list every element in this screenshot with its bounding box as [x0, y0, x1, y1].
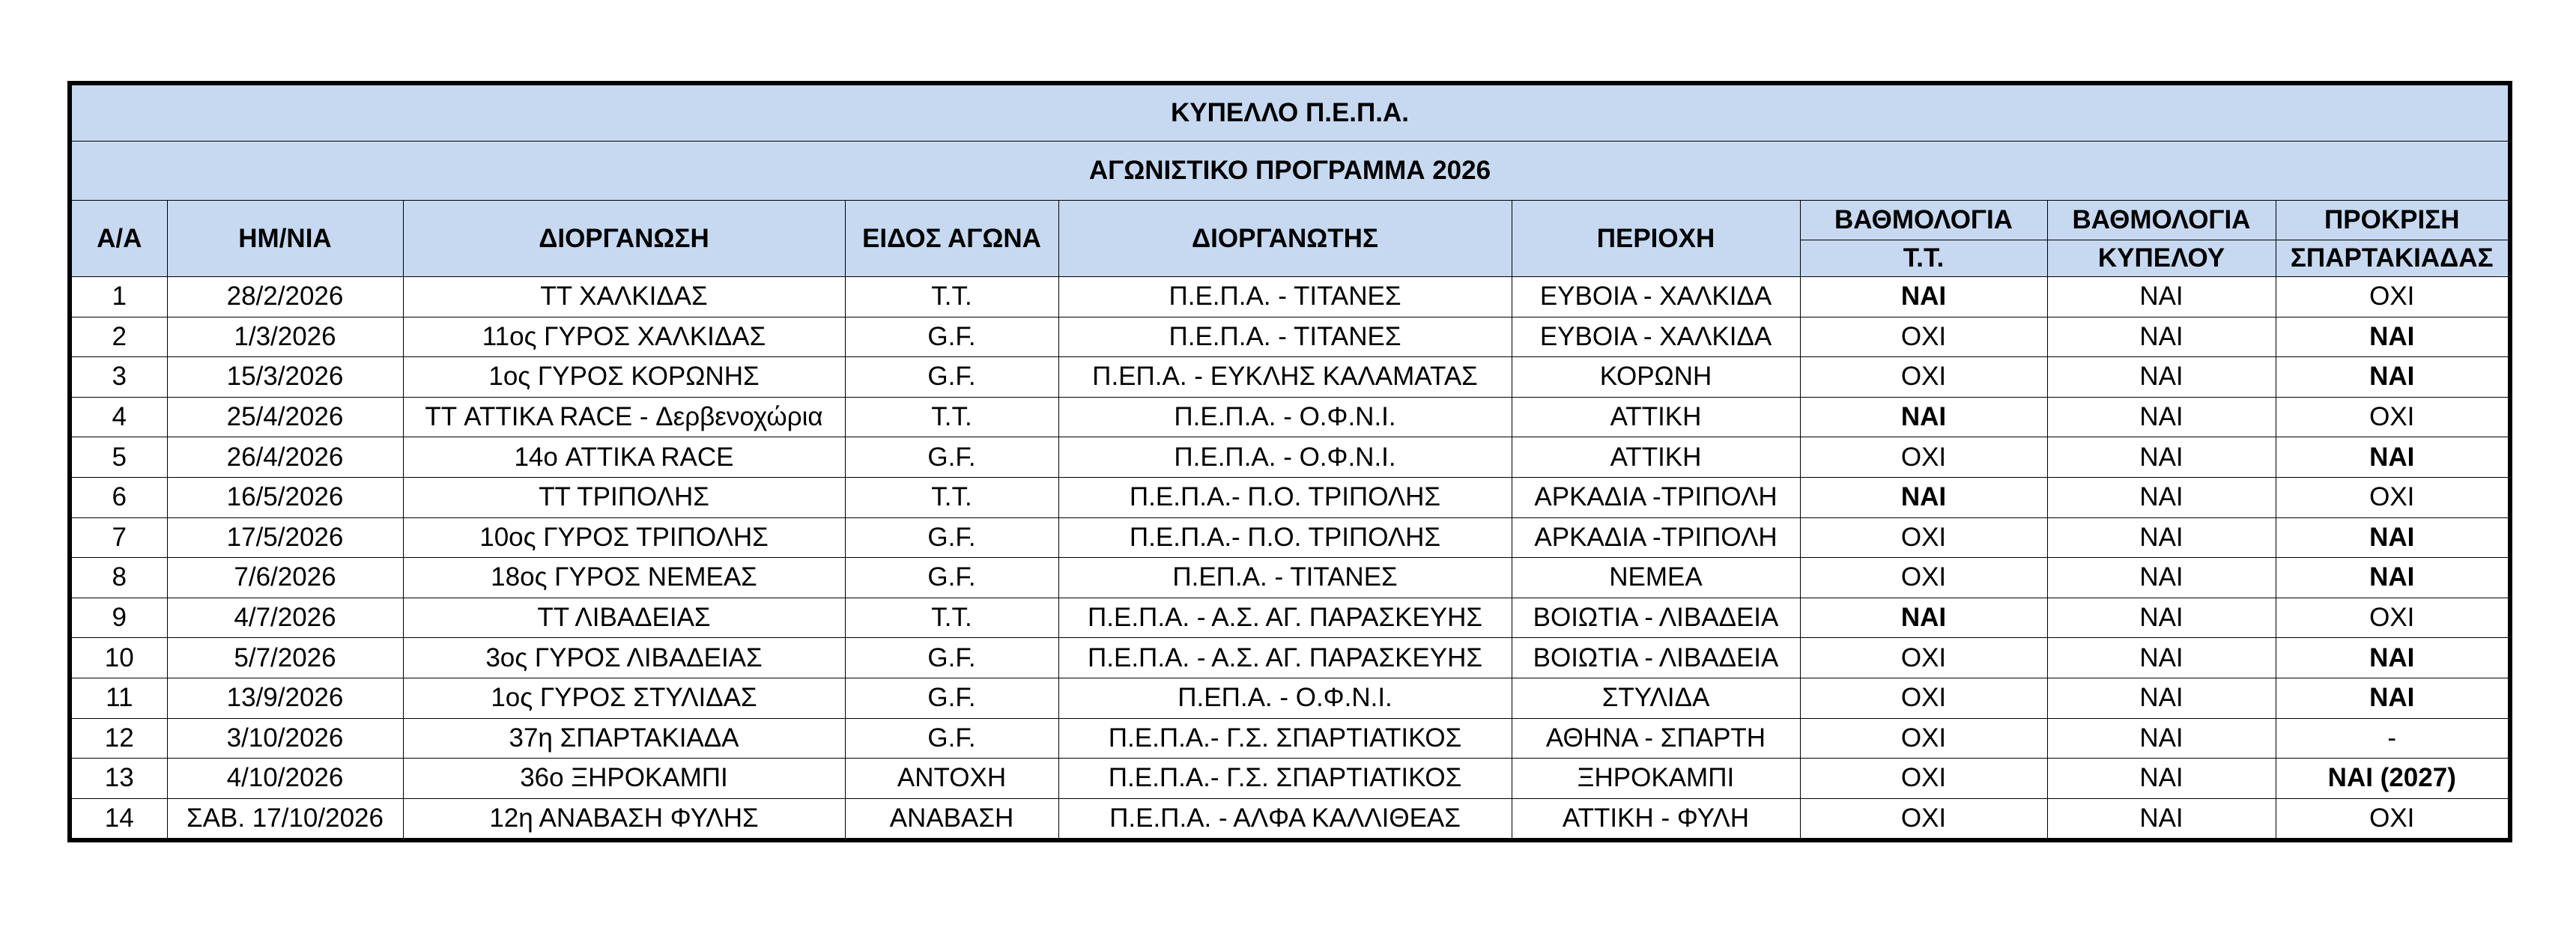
cell-qual: ΝΑΙ [2276, 517, 2510, 558]
schedule-table [67, 81, 2512, 842]
cell-type: G.F. [845, 638, 1058, 678]
cell-aa: 3 [70, 357, 167, 398]
cell-qual: ΟΧΙ [2276, 277, 2510, 317]
cell-qual: ΝΑΙ [2276, 317, 2510, 357]
cell-region: ΣΤΥΛΙΔΑ [1512, 678, 1800, 718]
table-row [70, 317, 2510, 357]
cell-type: G.F. [845, 317, 1058, 357]
cell-region: ΑΘΗΝΑ - ΣΠΑΡΤΗ [1512, 718, 1800, 759]
cell-cup: ΝΑΙ [2047, 558, 2276, 598]
cell-event: 11ος ΓΥΡΟΣ ΧΑΛΚΙΔΑΣ [403, 317, 845, 357]
cell-date: ΣΑΒ. 17/10/2026 [167, 798, 403, 840]
cell-tt: ΟΧΙ [1800, 517, 2047, 558]
table-title: ΚΥΠΕΛΛΟ Π.Ε.Π.Α. [70, 83, 2510, 142]
cell-organizer: Π.ΕΠ.Α. - Ο.Φ.Ν.Ι. [1058, 678, 1512, 718]
cell-aa: 4 [70, 397, 167, 437]
header-cup-top: ΒΑΘΜΟΛΟΓΙΑ [2047, 201, 2276, 240]
cell-date: 25/4/2026 [167, 397, 403, 437]
table-row [70, 517, 2510, 558]
cell-region: ΑΡΚΑΔΙΑ -ΤΡΙΠΟΛΗ [1512, 477, 1800, 517]
cell-region: ΝΕΜΕΑ [1512, 558, 1800, 598]
cell-qual: ΟΧΙ [2276, 798, 2510, 840]
cell-aa: 11 [70, 678, 167, 718]
cell-type: G.F. [845, 517, 1058, 558]
cell-aa: 5 [70, 437, 167, 478]
cell-aa: 6 [70, 477, 167, 517]
cell-type: G.F. [845, 558, 1058, 598]
table-subtitle: ΑΓΩΝΙΣΤΙΚΟ ΠΡΟΓΡΑΜΜΑ 2026 [70, 142, 2510, 201]
cell-qual: - [2276, 718, 2510, 759]
cell-tt: ΝΑΙ [1800, 598, 2047, 638]
cell-region: ΚΟΡΩΝΗ [1512, 357, 1800, 398]
cell-organizer: Π.Ε.Π.Α.- Π.Ο. ΤΡΙΠΟΛΗΣ [1058, 477, 1512, 517]
cell-organizer: Π.ΕΠ.Α. - ΕΥΚΛΗΣ ΚΑΛΑΜΑΤΑΣ [1058, 357, 1512, 398]
table-row [70, 638, 2510, 678]
cell-qual: ΟΧΙ [2276, 397, 2510, 437]
cell-event: ΤΤ ATTIKA RACE - Δερβενοχώρια [403, 397, 845, 437]
cell-cup: ΝΑΙ [2047, 678, 2276, 718]
cell-tt: ΟΧΙ [1800, 317, 2047, 357]
cell-event: 12η ΑΝΑΒΑΣΗ ΦΥΛΗΣ [403, 798, 845, 840]
cell-organizer: Π.Ε.Π.Α.- Γ.Σ. ΣΠΑΡΤΙΑΤΙΚΟΣ [1058, 759, 1512, 799]
cell-aa: 12 [70, 718, 167, 759]
cell-organizer: Π.Ε.Π.Α. - ΑΛΦΑ ΚΑΛΛΙΘΕΑΣ [1058, 798, 1512, 840]
cell-aa: 1 [70, 277, 167, 317]
cell-tt: ΟΧΙ [1800, 638, 2047, 678]
cell-cup: ΝΑΙ [2047, 277, 2276, 317]
cell-date: 7/6/2026 [167, 558, 403, 598]
cell-event: 1ος ΓΥΡΟΣ ΚΟΡΩΝΗΣ [403, 357, 845, 398]
cell-type: Τ.Τ. [845, 277, 1058, 317]
header-aa: Α/Α [70, 201, 167, 277]
header-qual-top: ΠΡΟΚΡΙΣΗ [2276, 201, 2510, 240]
cell-tt: ΟΧΙ [1800, 357, 2047, 398]
cell-event: ΤΤ ΤΡΙΠΟΛΗΣ [403, 477, 845, 517]
cell-aa: 10 [70, 638, 167, 678]
cell-organizer: Π.ΕΠ.Α. - ΤΙΤΑΝΕΣ [1058, 558, 1512, 598]
cell-tt: ΟΧΙ [1800, 678, 2047, 718]
table-row [70, 798, 2510, 840]
cell-region: ΒΟΙΩΤΙΑ - ΛΙΒΑΔΕΙΑ [1512, 638, 1800, 678]
cell-tt: ΟΧΙ [1800, 558, 2047, 598]
cell-event: ΤΤ ΧΑΛΚΙΔΑΣ [403, 277, 845, 317]
cell-qual: ΝΑΙ [2276, 357, 2510, 398]
cell-type: ΑΝΑΒΑΣΗ [845, 798, 1058, 840]
cell-date: 13/9/2026 [167, 678, 403, 718]
cell-cup: ΝΑΙ [2047, 798, 2276, 840]
header-qual-bottom: ΣΠΑΡΤΑΚΙΑΔΑΣ [2276, 240, 2510, 277]
cell-type: Τ.Τ. [845, 598, 1058, 638]
cell-tt: ΝΑΙ [1800, 277, 2047, 317]
cell-organizer: Π.Ε.Π.Α. - Α.Σ. ΑΓ. ΠΑΡΑΣΚΕΥΗΣ [1058, 598, 1512, 638]
cell-cup: ΝΑΙ [2047, 437, 2276, 478]
cell-tt: ΟΧΙ [1800, 759, 2047, 799]
table-row [70, 397, 2510, 437]
cell-qual: ΝΑΙ [2276, 638, 2510, 678]
cell-cup: ΝΑΙ [2047, 477, 2276, 517]
cell-region: ΕΥΒΟΙΑ - ΧΑΛΚΙΔΑ [1512, 317, 1800, 357]
cell-qual: ΝΑΙ (2027) [2276, 759, 2510, 799]
cell-cup: ΝΑΙ [2047, 317, 2276, 357]
cell-region: ΑΡΚΑΔΙΑ -ΤΡΙΠΟΛΗ [1512, 517, 1800, 558]
cell-type: ΑΝΤΟΧΗ [845, 759, 1058, 799]
cell-cup: ΝΑΙ [2047, 357, 2276, 398]
cell-region: ΑΤΤΙΚΗ [1512, 397, 1800, 437]
cell-organizer: Π.Ε.Π.Α. - Α.Σ. ΑΓ. ΠΑΡΑΣΚΕΥΗΣ [1058, 638, 1512, 678]
cell-type: G.F. [845, 718, 1058, 759]
header-event: ΔΙΟΡΓΑΝΩΣΗ [403, 201, 845, 277]
cell-qual: ΝΑΙ [2276, 437, 2510, 478]
header-region: ΠΕΡΙΟΧΗ [1512, 201, 1800, 277]
cell-region: ΞΗΡΟΚΑΜΠΙ [1512, 759, 1800, 799]
cell-organizer: Π.Ε.Π.Α. - Ο.Φ.Ν.Ι. [1058, 437, 1512, 478]
schedule-sheet [67, 81, 2508, 842]
cell-tt: ΟΧΙ [1800, 718, 2047, 759]
cell-aa: 14 [70, 798, 167, 840]
cell-type: G.F. [845, 437, 1058, 478]
cell-event: 18ος ΓΥΡΟΣ ΝΕΜΕΑΣ [403, 558, 845, 598]
cell-date: 17/5/2026 [167, 517, 403, 558]
cell-organizer: Π.Ε.Π.Α. - ΤΙΤΑΝΕΣ [1058, 317, 1512, 357]
cell-event: 3ος ΓΥΡΟΣ ΛΙΒΑΔΕΙΑΣ [403, 638, 845, 678]
cell-event: 10ος ΓΥΡΟΣ ΤΡΙΠΟΛΗΣ [403, 517, 845, 558]
cell-qual: ΟΧΙ [2276, 477, 2510, 517]
cell-qual: ΝΑΙ [2276, 558, 2510, 598]
cell-cup: ΝΑΙ [2047, 759, 2276, 799]
table-row [70, 718, 2510, 759]
cell-region: ΕΥΒΟΙΑ - ΧΑΛΚΙΔΑ [1512, 277, 1800, 317]
cell-aa: 8 [70, 558, 167, 598]
cell-date: 4/7/2026 [167, 598, 403, 638]
table-row [70, 357, 2510, 398]
cell-date: 4/10/2026 [167, 759, 403, 799]
header-cup-bottom: ΚΥΠΕΛΟΥ [2047, 240, 2276, 277]
cell-qual: ΟΧΙ [2276, 598, 2510, 638]
cell-date: 3/10/2026 [167, 718, 403, 759]
cell-event: ΤΤ ΛΙΒΑΔΕΙΑΣ [403, 598, 845, 638]
cell-tt: ΟΧΙ [1800, 437, 2047, 478]
cell-cup: ΝΑΙ [2047, 397, 2276, 437]
cell-date: 5/7/2026 [167, 638, 403, 678]
table-row [70, 477, 2510, 517]
cell-organizer: Π.Ε.Π.Α. - Ο.Φ.Ν.Ι. [1058, 397, 1512, 437]
cell-qual: ΝΑΙ [2276, 678, 2510, 718]
table-row [70, 759, 2510, 799]
cell-organizer: Π.Ε.Π.Α. - ΤΙΤΑΝΕΣ [1058, 277, 1512, 317]
cell-organizer: Π.Ε.Π.Α.- Π.Ο. ΤΡΙΠΟΛΗΣ [1058, 517, 1512, 558]
table-row [70, 277, 2510, 317]
cell-cup: ΝΑΙ [2047, 638, 2276, 678]
cell-type: G.F. [845, 678, 1058, 718]
cell-aa: 9 [70, 598, 167, 638]
cell-event: 36ο ΞΗΡΟΚΑΜΠΙ [403, 759, 845, 799]
cell-date: 28/2/2026 [167, 277, 403, 317]
table-row [70, 598, 2510, 638]
cell-tt: ΟΧΙ [1800, 798, 2047, 840]
table-row [70, 437, 2510, 478]
cell-date: 15/3/2026 [167, 357, 403, 398]
cell-date: 16/5/2026 [167, 477, 403, 517]
header-date: ΗΜ/ΝΙΑ [167, 201, 403, 277]
cell-tt: ΝΑΙ [1800, 397, 2047, 437]
cell-date: 26/4/2026 [167, 437, 403, 478]
cell-event: 1ος ΓΥΡΟΣ ΣΤΥΛΙΔΑΣ [403, 678, 845, 718]
header-type: ΕΙΔΟΣ ΑΓΩΝΑ [845, 201, 1058, 277]
header-tt-bottom: Τ.Τ. [1800, 240, 2047, 277]
cell-aa: 2 [70, 317, 167, 357]
header-tt-top: ΒΑΘΜΟΛΟΓΙΑ [1800, 201, 2047, 240]
cell-region: ΑΤΤΙΚΗ - ΦΥΛΗ [1512, 798, 1800, 840]
schedule-body [70, 277, 2510, 841]
cell-aa: 13 [70, 759, 167, 799]
cell-cup: ΝΑΙ [2047, 517, 2276, 558]
cell-cup: ΝΑΙ [2047, 718, 2276, 759]
cell-region: ΑΤΤΙΚΗ [1512, 437, 1800, 478]
cell-tt: ΝΑΙ [1800, 477, 2047, 517]
table-row [70, 678, 2510, 718]
cell-type: G.F. [845, 357, 1058, 398]
cell-type: Τ.Τ. [845, 397, 1058, 437]
cell-aa: 7 [70, 517, 167, 558]
cell-cup: ΝΑΙ [2047, 598, 2276, 638]
cell-event: 14ο ATTIKA RACE [403, 437, 845, 478]
cell-region: ΒΟΙΩΤΙΑ - ΛΙΒΑΔΕΙΑ [1512, 598, 1800, 638]
cell-event: 37η ΣΠΑΡΤΑΚΙΑΔΑ [403, 718, 845, 759]
cell-organizer: Π.Ε.Π.Α.- Γ.Σ. ΣΠΑΡΤΙΑΤΙΚΟΣ [1058, 718, 1512, 759]
table-row [70, 558, 2510, 598]
cell-type: Τ.Τ. [845, 477, 1058, 517]
cell-date: 1/3/2026 [167, 317, 403, 357]
header-organizer: ΔΙΟΡΓΑΝΩΤΗΣ [1058, 201, 1512, 277]
